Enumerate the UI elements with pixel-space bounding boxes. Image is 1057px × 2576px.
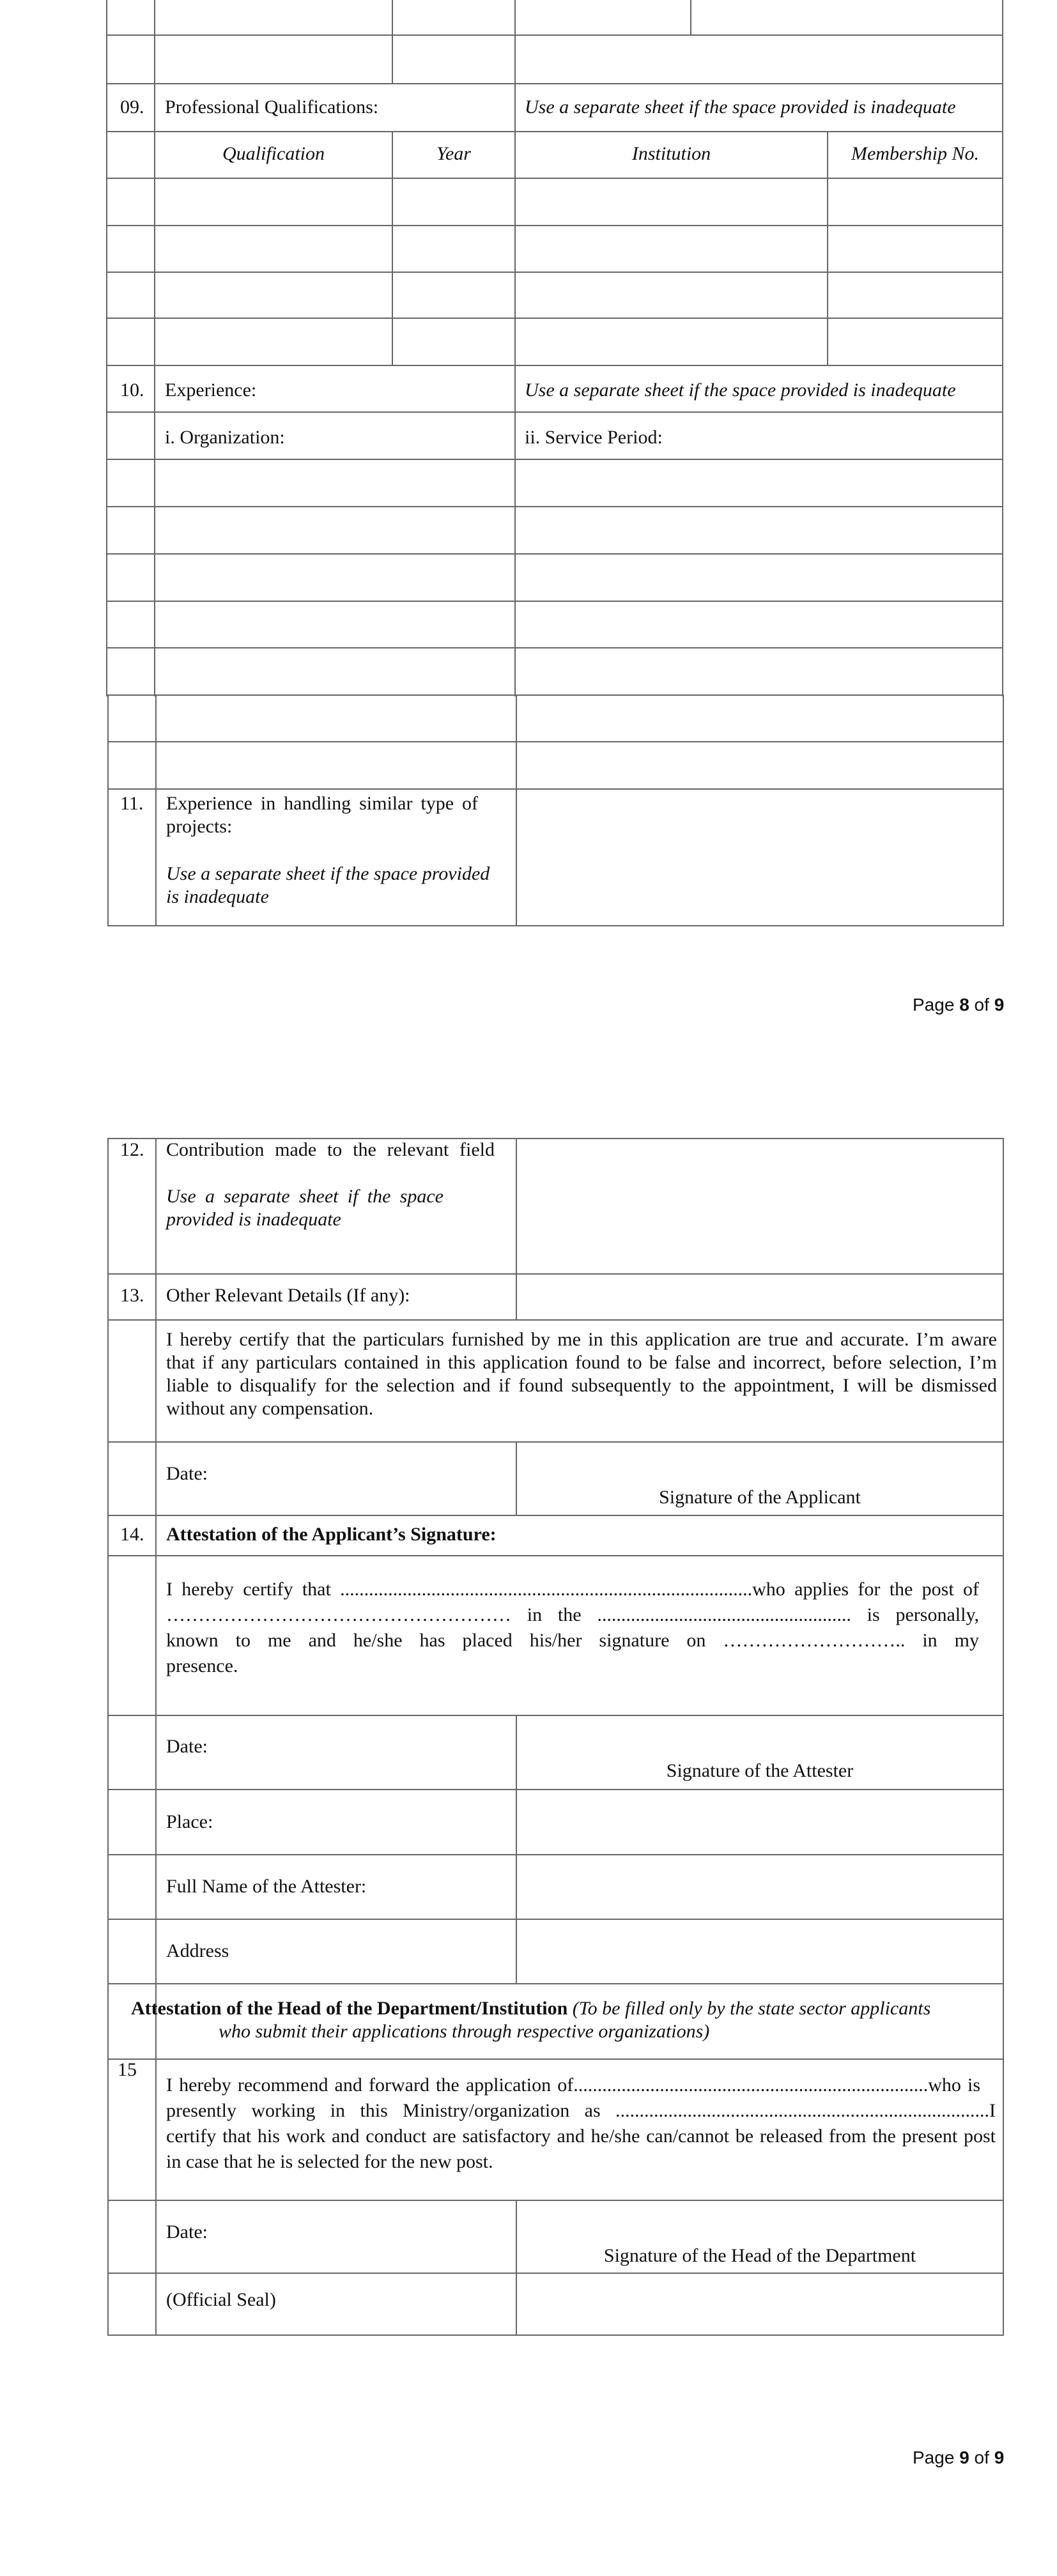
table-rule <box>107 1441 1004 1443</box>
table-rule <box>516 1138 517 1321</box>
table-rule <box>107 2200 1004 2201</box>
table-rule <box>106 459 1003 460</box>
declaration-text: that if any particulars contained in this application found to be false and incorrect, before selection, I’m <box>166 1352 997 1373</box>
recommendation-text: I hereby recommend and forward the application of..........................................................................who is <box>166 2074 980 2096</box>
of-word: of <box>974 995 989 1015</box>
attester-full-name-label: Full Name of the Attester: <box>166 1876 367 1897</box>
contribution-label: Contribution made to the relevant field <box>166 1139 495 1160</box>
table-rule <box>155 2058 157 2336</box>
table-rule <box>106 694 1003 696</box>
applicant-signature-label: Signature of the Applicant <box>659 1487 861 1508</box>
institution-column-header: Institution <box>631 143 711 164</box>
separate-sheet-note-cont: provided is inadequate <box>166 1209 341 1230</box>
section-number: 11. <box>120 793 144 814</box>
page-number-footer <box>913 994 1004 1016</box>
table-rule <box>392 131 393 366</box>
table-rule <box>107 1515 1004 1516</box>
separate-sheet-note-cont: is inadequate <box>166 886 269 907</box>
table-rule <box>107 2058 1004 2060</box>
section-number: 13. <box>120 1285 144 1306</box>
table-rule <box>107 1138 109 2336</box>
table-rule <box>106 0 107 696</box>
section-number: 10. <box>120 379 144 401</box>
attester-certification-text: I hereby certify that ......................................................................................who applies for the post of <box>166 1579 979 1600</box>
table-rule <box>516 1715 517 1984</box>
table-rule <box>1002 0 1003 696</box>
table-rule <box>827 131 828 366</box>
of-word: of <box>974 2448 989 2467</box>
table-rule <box>516 694 517 926</box>
table-rule <box>1003 1138 1004 2336</box>
table-rule <box>154 0 155 696</box>
section-number: 12. <box>120 1139 144 1160</box>
table-rule <box>106 411 1003 413</box>
table-rule <box>106 647 1003 648</box>
section-number: 09. <box>120 96 144 118</box>
table-rule <box>106 318 1003 319</box>
table-rule <box>107 788 1004 790</box>
table-rule <box>107 694 109 926</box>
service-period-label: ii. Service Period: <box>525 427 663 448</box>
recommendation-text: certify that his work and conduct are satisfactory and he/she can/cannot be released from the present post <box>166 2126 996 2147</box>
table-rule <box>107 1919 1004 1920</box>
separate-sheet-note: Use a separate sheet if the space provided is inadequate <box>525 96 956 118</box>
declaration-text: liable to disqualify for the selection and if found subsequently to the appointment, I will be dismissed <box>166 1375 997 1396</box>
attester-signature-label: Signature of the Attester <box>666 1760 854 1781</box>
qualification-column-header: Qualification <box>222 143 325 164</box>
professional-qualifications-label: Professional Qualifications: <box>165 96 379 118</box>
recommendation-text: presently working in this Ministry/organization as ..............................................................................I <box>166 2100 996 2121</box>
table-rule <box>392 0 393 83</box>
table-rule <box>155 1138 157 2060</box>
membership-number-column-header: Membership No. <box>851 143 979 164</box>
separate-sheet-note: Use a separate sheet if the space provided <box>166 863 490 884</box>
separate-sheet-note: Use a separate sheet if the space <box>166 1186 444 1207</box>
total-pages: 9 <box>994 2448 1005 2467</box>
date-label: Date: <box>166 1736 208 1757</box>
page-word: Page <box>913 2448 955 2467</box>
current-page: 8 <box>959 995 969 1015</box>
other-details-label: Other Relevant Details (If any): <box>166 1285 410 1306</box>
table-rule <box>107 1715 1004 1716</box>
head-attestation-note-cont: who submit their applications through respective organizations) <box>219 2021 710 2042</box>
total-pages: 9 <box>994 995 1005 1015</box>
table-rule <box>107 1854 1004 1855</box>
table-rule <box>514 0 516 696</box>
table-rule <box>516 2200 517 2336</box>
table-rule <box>107 1319 1004 1321</box>
current-page: 9 <box>959 2448 969 2467</box>
attester-certification-text: presence. <box>166 1655 238 1676</box>
organization-label: i. Organization: <box>165 427 285 448</box>
table-rule <box>155 694 157 926</box>
head-signature-label: Signature of the Head of the Department <box>603 2245 916 2266</box>
attester-certification-text: known to me and he/she has placed his/her signature on ……………………….. in my <box>166 1630 979 1651</box>
table-rule <box>1003 694 1004 926</box>
similar-projects-label-cont: projects: <box>166 816 233 837</box>
table-rule <box>107 1983 1004 1984</box>
declaration-text: without any compensation. <box>166 1398 374 1419</box>
table-rule <box>106 365 1003 366</box>
table-rule <box>106 131 1003 132</box>
year-column-header: Year <box>436 143 471 164</box>
table-rule <box>106 225 1003 226</box>
table-rule <box>106 178 1003 179</box>
head-attestation-note: (To be filled only by the state sector applicants <box>572 1998 931 2019</box>
table-rule <box>107 1555 1004 1556</box>
similar-projects-label: Experience in handling similar type of <box>166 793 478 814</box>
declaration-text: I hereby certify that the particulars furnished by me in this application are true and accurate. I’m aware <box>166 1329 997 1350</box>
section-number: 14. <box>120 1524 144 1545</box>
table-rule <box>106 34 1003 36</box>
table-rule <box>107 1273 1004 1275</box>
separate-sheet-note: Use a separate sheet if the space provided is inadequate <box>525 379 956 401</box>
table-rule <box>106 553 1003 555</box>
table-rule <box>106 506 1003 507</box>
table-rule <box>106 601 1003 602</box>
table-rule <box>107 2273 1004 2274</box>
head-attestation-heading <box>131 1997 930 2020</box>
attester-certification-text: ……………………………………………… in the ..................................................... is personally, <box>166 1604 979 1625</box>
page-number-footer <box>913 2447 1004 2469</box>
table-rule <box>107 925 1004 926</box>
table-rule <box>107 1789 1004 1790</box>
page-word: Page <box>913 995 955 1015</box>
attester-address-label: Address <box>166 1940 229 1961</box>
section-number: 15 <box>118 2059 137 2080</box>
official-seal-label: (Official Seal) <box>166 2289 276 2310</box>
applicant-signature-attestation-title: Attestation of the Applicant’s Signature: <box>166 1524 497 1545</box>
recommendation-text: in case that he is selected for the new post. <box>166 2151 493 2172</box>
date-label: Date: <box>166 1463 208 1484</box>
place-label: Place: <box>166 1811 213 1832</box>
table-rule <box>106 83 1003 84</box>
date-label: Date: <box>166 2221 208 2242</box>
table-rule <box>107 741 1004 742</box>
table-rule <box>107 2334 1004 2336</box>
table-rule <box>106 272 1003 273</box>
head-attestation-title: Attestation of the Head of the Department/Institution <box>131 1998 568 2019</box>
table-rule <box>690 0 691 36</box>
experience-label: Experience: <box>165 379 257 401</box>
